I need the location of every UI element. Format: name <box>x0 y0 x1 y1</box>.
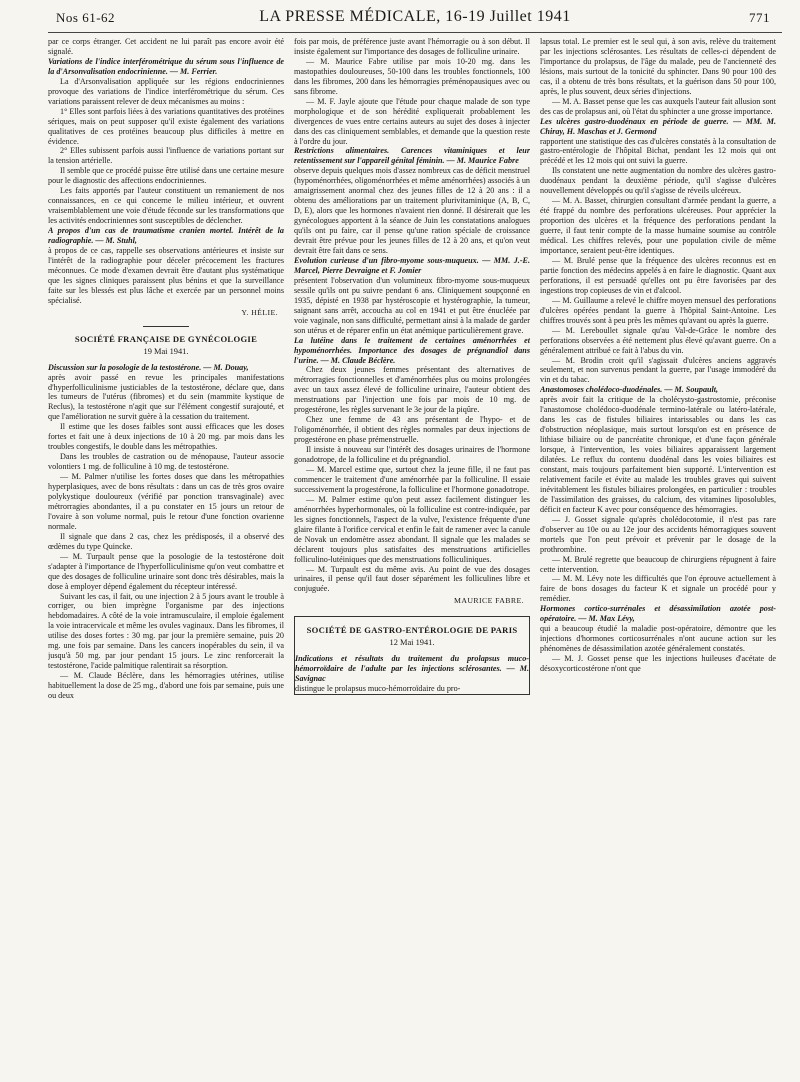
paragraph: — J. Gosset signale qu'après cholédocotomie, il n'est pas rare d'observer au 10e ou au 12e jour des accidents hémorragiques souvent mortels que l'on peut prévoir et prévenir par le dosage de la prothrombine. <box>540 514 776 554</box>
paragraph: — M. Brulé regrette que beaucoup de chirurgiens répugnent à faire cette intervention. <box>540 554 776 574</box>
paragraph: 2° Elles subissent parfois aussi l'influence de variations portant sur la tension artérielle. <box>48 146 284 166</box>
paragraph: fois par mois, de préférence juste avant l'hémorragie ou à son début. Il insiste également sur l'importance des dosages de folliculine urinaire. <box>294 37 530 56</box>
paragraph: — M. Brulé pense que la fréquence des ulcères reconnus est en partie fonction des médecins appelés à en faire le diagnostic. Quant aux perforations, il est persuadé qu'elles ont pu être favorisées par des ingestions trop copieuses de vin et d'alcool. <box>540 255 776 295</box>
paragraph: — M. M. Lévy note les difficultés que l'on éprouve actuellement à faire de bons dosages du facteur K et signale un procédé pour y remédier. <box>540 574 776 604</box>
paragraph: — M. Turpault pense que la posologie de la testostérone doit s'adapter à l'importance de l'hyperfolliculinisme qu'on veut combattre et que des dosages de folliculine urinaire sont donc très désirables, mais la dose à employer dépend également du récepteur intéressé. <box>48 551 284 591</box>
journal-title: LA PRESSE MÉDICALE, 16-19 Juillet 1941 <box>259 8 571 25</box>
column-3 <box>540 37 776 1067</box>
paragraph: Les faits apportés par l'auteur constituent un remaniement de nos connaissances, en ce qui concerne le milieu intérieur, et ouvrent vraisemblablement une voie d'étude féconde sur les transformations que les activités endocriniennes sont susceptibles de déclencher. <box>48 186 284 226</box>
paragraph: — M. Brodin croit qu'il s'agissait d'ulcères anciens aggravés seulement, et non survenus pendant la guerre, par l'usage immodéré du vin et du tabac. <box>540 355 776 385</box>
paragraph: — M. Claude Béclère, dans les hémorragies utérines, utilise habituellement la dose de 25 mg., d'abord une fois par semaine, puis une ou deux <box>48 671 284 701</box>
paragraph: Dans les troubles de castration ou de ménopause, l'auteur associe volontiers 1 mg. de folliculine à 10 mg. de testostérone. <box>48 452 284 472</box>
article-heading: Anastomoses cholédoco-duodénales. — M. Soupault, <box>540 385 719 395</box>
paragraph: — M. Guillaume a relevé le chiffre moyen mensuel des perforations d'ulcères opérées pendant la guerre à l'hôpital Saint-Antoine. Les chiffres trouvés sont à peu près les mêmes qu'avant ou après la guerre. <box>540 295 776 325</box>
paragraph: par ce corps étranger. Cet accident ne lui paraît pas encore avoir été signalé. <box>48 37 284 56</box>
header-rule <box>48 32 782 33</box>
paragraph: — M. F. Jayle ajoute que l'étude pour chaque malade de son type morphologique et de son hérédité expliquerait probablement les divergences de vues entre certains auteurs au sujet des doses à injecter dans des cas cliniquement semblables, et demande que la question reste à l'ordre du jour. <box>294 96 530 146</box>
article-heading: Indications et résultats du traitement du prolapsus muco-hémorroïdaire de l'adulte par les injections sclérosantes. — M. Savignac <box>295 654 529 684</box>
session-date: 12 Mai 1941. <box>389 638 435 648</box>
paragraph: Ils constatent une nette augmentation du nombre des ulcères gastro-duodénaux pendant la deuxième période, qu'il s'agisse d'ulcères nouvellement développés ou qu'il s'agisse de réveils ulcéreux. <box>540 166 776 196</box>
paragraph: 1° Elles sont parfois liées à des variations quantitatives des protéines sériques, mais on peut supposer qu'il existe également des variations qualitatives de ces protéines beaucoup plus difficiles à mettre en évidence. <box>48 106 284 146</box>
running-header <box>48 8 782 30</box>
column-1 <box>48 37 284 1067</box>
article-heading: Variations de l'indice interférométrique du sérum sous l'influence de la d'Arsonvalisation endocrinienne. — M. Ferrier. <box>48 56 284 76</box>
paragraph: après avoir passé en revue les principales manifestations d'hyperfolliculinisme justiciables de la testostérone, déclare que, dans les tumeurs de l'utérus (fibromes) et du sein (mammite kystique de Reclus), la testostérone n'agit que sur l'élément congestif surajouté, et que l'amélioration ne survit guère à la cessation du traitement. <box>48 372 284 422</box>
article-heading: Restrictions alimentaires. Carences vitaminiques et leur retentissement sur l'appareil génital féminin. — M. Maurice Fabre <box>294 146 530 166</box>
paragraph: Chez deux jeunes femmes présentant des alternatives de métrorragies fonctionnelles et d'aménorrhées plus ou moins prolongées avec un taux assez élevé de folliculine urinaire, l'auteur obtient des menstruations par l'injection une fois par mois de 10 mg. de progestérone, les règles survenant le 3e jour de la piqûre. <box>294 365 530 415</box>
issue-number: Nos 61-62 <box>56 10 116 25</box>
paragraph: Il estime que les doses faibles sont aussi efficaces que les doses fortes et fait une à deux injections de 10 à 20 mg. par mois dans les troubles congestifs, le double dans les métropathies. <box>48 422 284 452</box>
paragraph: après avoir fait la critique de la cholécysto-gastrostomie, préconise l'anastomose cholédoco-duodénale termino-latérale ou latéro-latérale, dans les cas de fistules biliaires intarissables ou dans les cas d'obstruction néoplasique, mais surtout lorsqu'on est en présence de lithiase biliaire ou de pancréatite chronique, et d'une façon générale lorsque, à l'intervention, les voies biliaires apparaissent largement dilatées. Le reflux du contenu duodénal dans les voies biliaires est constant, mais toujours parfaitement bien supporté. L'intervention est relativement facile et évite au malade les troubles graves qui suivent inévitablement les fistules biliaires prolongées, en particulier : troubles de l'assimilation des graisses, du calcium, des vitamines liposolubles, déficit en facteur K avec pour conséquence des hémorragies. <box>540 395 776 514</box>
society-heading: SOCIÉTÉ DE GASTRO-ENTÉROLOGIE DE PARIS <box>306 625 518 636</box>
paragraph: — M. Lereboullet signale qu'au Val-de-Grâce le nombre des perforations observées a été nettement plus élevé qu'avant guerre. On a généralement attribué ce fait à l'abus du vin. <box>540 325 776 355</box>
society-heading: SOCIÉTÉ FRANÇAISE DE GYNÉCOLOGIE <box>74 333 258 344</box>
paragraph: — M. Turpault est du même avis. Au point de vue des dosages urinaires, il pense qu'il faut doser séparément les folliculines libre et conjuguée. <box>294 564 530 594</box>
page-number: 771 <box>749 10 770 25</box>
paragraph: qui a beaucoup étudié la maladie post-opératoire, démontre que les injections d'hormones corticosurrénales n'ont aucune action sur les phénomènes de désassimilation azotée généralement constatés. <box>540 624 776 654</box>
paragraph: présentent l'observation d'un volumineux fibro-myome sous-muqueux sessile qu'ils ont pu suivre pendant 6 ans. Cliniquement soupçonné en 1935, dépisté en 1938 par hystéroscopie et hystérographie, la tumeur, saignant sans arrêt, accoucha au col en 1941 et put être énucléée par voie vaginale, non sans difficulté, permettant ainsi à la malade de garder son utérus et de réparer enfin un état anémique particulièrement grave. <box>294 275 530 335</box>
article-heading: Les ulcères gastro-duodénaux en période de guerre. — MM. M. Chiray, H. Maschas et J. Germond <box>540 116 776 136</box>
paragraph: observe depuis quelques mois d'assez nombreux cas de déficit menstruel (hypoménorrhées, oligoménorrhées et même aménorrhées) associés à un amaigrissement anormal chez des jeunes filles de 12 à 20 ans : il a obtenu des améliorations par un traitement plurivitaminique (A, B, C, D, E), alors que les hormones n'avaient rien donné. Il désirerait que les gynécologues apportent à la séance de Juin les constatations analogues qu'ils ont pu faire, car il pense qu'une ration spéciale de croissance devrait être prévue pour les jeunes filles de 12 à 20 ans, et qu'on veut devrait être fait dans ce sens. <box>294 166 530 256</box>
session-date: 19 Mai 1941. <box>143 346 189 356</box>
paragraph: Chez une femme de 43 ans présentant de l'hypo- et de l'oligoménorrhée, il obtient des règles normales par deux injections de progestérone en phase prémenstruelle. <box>294 415 530 445</box>
article-heading: Hormones cortico-surrénales et désassimilation azotée post-opératoire. — M. Max Lévy, <box>540 604 776 624</box>
author-signature: Y. HÉLIE. <box>241 307 278 317</box>
paragraph: — M. Marcel estime que, surtout chez la jeune fille, il ne faut pas commencer le traitement d'une aménorrhée par la folliculine. Il essaie successivement la progestérone, la folliculine et l'hormone gonadotrope. <box>294 464 530 494</box>
paragraph: — M. A. Basset, chirurgien consultant d'armée pendant la guerre, a été frappé du nombre des perforations ulcéreuses. Pour apprécier la proportion des ulcères et la fréquence des perforations pendant la guerre, il faut tenir compte de la masse humaine soumise au contrôle médical. Les chiffres relevés, pour une population civile de même importance, seraient peut-être identiques. <box>540 196 776 256</box>
paragraph: Il insiste à nouveau sur l'intérêt des dosages urinaires de l'hormone gonadotrope, de la folliculine et du prégnandiol. <box>294 445 530 465</box>
paragraph: — M. Maurice Fabre utilise par mois 10-20 mg. dans les mastopathies douloureuses, 50-100 dans les troubles fonctionnels, 100 dans les fibromes, 200 dans les hémorragies préménopausiques avec ou sans fibrome. <box>294 56 530 96</box>
article-heading: Evolution curieuse d'un fibro-myome sous-muqueux. — MM. J.-E. Marcel, Pierre Devraigne et F. Jomier <box>294 255 530 275</box>
paragraph: Il semble que ce procédé puisse être utilisé dans une certaine mesure pour le diagnostic des affections endocriniennes. <box>48 166 284 186</box>
author-signature: MAURICE FABRE. <box>453 596 524 606</box>
paragraph: Il signale que dans 2 cas, chez les prédisposés, il a observé des œdèmes du type Quincke. <box>48 531 284 551</box>
paragraph: — M. A. Basset pense que les cas auxquels l'auteur fait allusion sont des cas de prolapsus ani, où l'état du sphincter a une grosse importance. <box>540 96 776 116</box>
paragraph: distingue le prolapsus muco-hémorroïdaire du pro- <box>295 684 461 694</box>
paragraph: La d'Arsonvalisation appliquée sur les régions endocriniennes provoque des variations de l'indice interférométrique du sérum. Ces variations paraissent relever de deux mécanismes au moins : <box>48 76 284 106</box>
paragraph: — M. Palmer estime qu'on peut assez facilement distinguer les aménorrhées hyperhormonales, où la folliculine est contre-indiquée, par les signes fonctionnels, l'aspect de la vulve, l'existence fréquente d'une glaire filante à l'orifice cervical et enfin le fait de ramener avec la canule de Novak un endomètre assez abondant. Il signale que les malades se déclarent toujours plus satisfaites des menstruations artificielles folliculino-lutéiniques que des menstruations folliculiniques. <box>294 494 530 564</box>
section-separator <box>143 326 189 327</box>
article-heading: Discussion sur la posologie de la testostérone. — M. Douay, <box>48 362 249 372</box>
paragraph: rapportent une statistique des cas d'ulcères constatés à la consultation de gastro-entérologie de l'hôpital Bichat, pendant les 12 mois qui ont précédé et les 12 mois qui ont suivi la guerre. <box>540 136 776 166</box>
article-heading: La lutéine dans le traitement de certaines aménorrhées et hypoménorrhées. Importance des dosages de prégnandiol dans l'urine. — M. Claude Béclère. <box>294 335 530 365</box>
society-box <box>294 616 530 695</box>
paragraph: Suivant les cas, il fait, ou une injection 2 à 5 jours avant le trouble à corriger, ou bien imprègne l'organisme par des injections hebdomadaires. A côté de la voie intramusculaire, il emploie également la voie intracervicale et même les ovules vaginaux. Dans les fibromes, il utilise des doses fortes : 30 mg. par jour la première semaine, puis 20 mg. une fois par semaine. Dans les cancers inopérables du sein, il va jusqu'à 50 mg. par jour pendant 15 jours. Le zinc renforcerait la testostérone, l'acide palmitique ralentirait sa résorption. <box>48 591 284 671</box>
article-heading: A propos d'un cas de traumatisme cranien mortel. Intérêt de la radiographie. — M. Stuhl, <box>48 226 284 246</box>
paragraph: — M. Palmer n'utilise les fortes doses que dans les métropathies hyperplasiques, avec de bons résultats : dans un cas de très gros ovaire polykystique douloureux (vérifié par ponction transvaginale) avec métrorragies abondantes, il a pu constater en 15 jours un retour de l'ovaire à son volume normal, puis le retour d'une fonction ovarienne normale. <box>48 472 284 531</box>
text-columns <box>48 37 782 1067</box>
column-2 <box>294 37 530 1067</box>
paragraph: à propos de ce cas, rappelle ses observations antérieures et insiste sur l'intérêt de la radiographie pour déceler précocement les fractures méconnues. Ce mode d'examen devrait être d'autant plus systématique que les signes cliniques paraissent plus bénins et que la surveillance faite sur les blessés est plus lâche et exercée par un personnel moins spécialisé. <box>48 246 284 305</box>
paragraph: lapsus total. Le premier est le seul qui, à son avis, relève du traitement par les injections sclérosantes. Les résultats de celles-ci dépendent de l'importance du prolapsus, de l'âge du malade, peu de l'ancienneté des lésions, mais surtout de la tonicité du sphincter. Dans 90 pour 100 des cas, il a obtenu de très bons résultats, et la guérison dans 50 pour 100, après, le plus souvent, deux séries d'injections. <box>540 37 776 96</box>
paragraph: — M. J. Gosset pense que les injections huileuses d'acétate de désoxycorticostérone n'ont que <box>540 654 776 674</box>
